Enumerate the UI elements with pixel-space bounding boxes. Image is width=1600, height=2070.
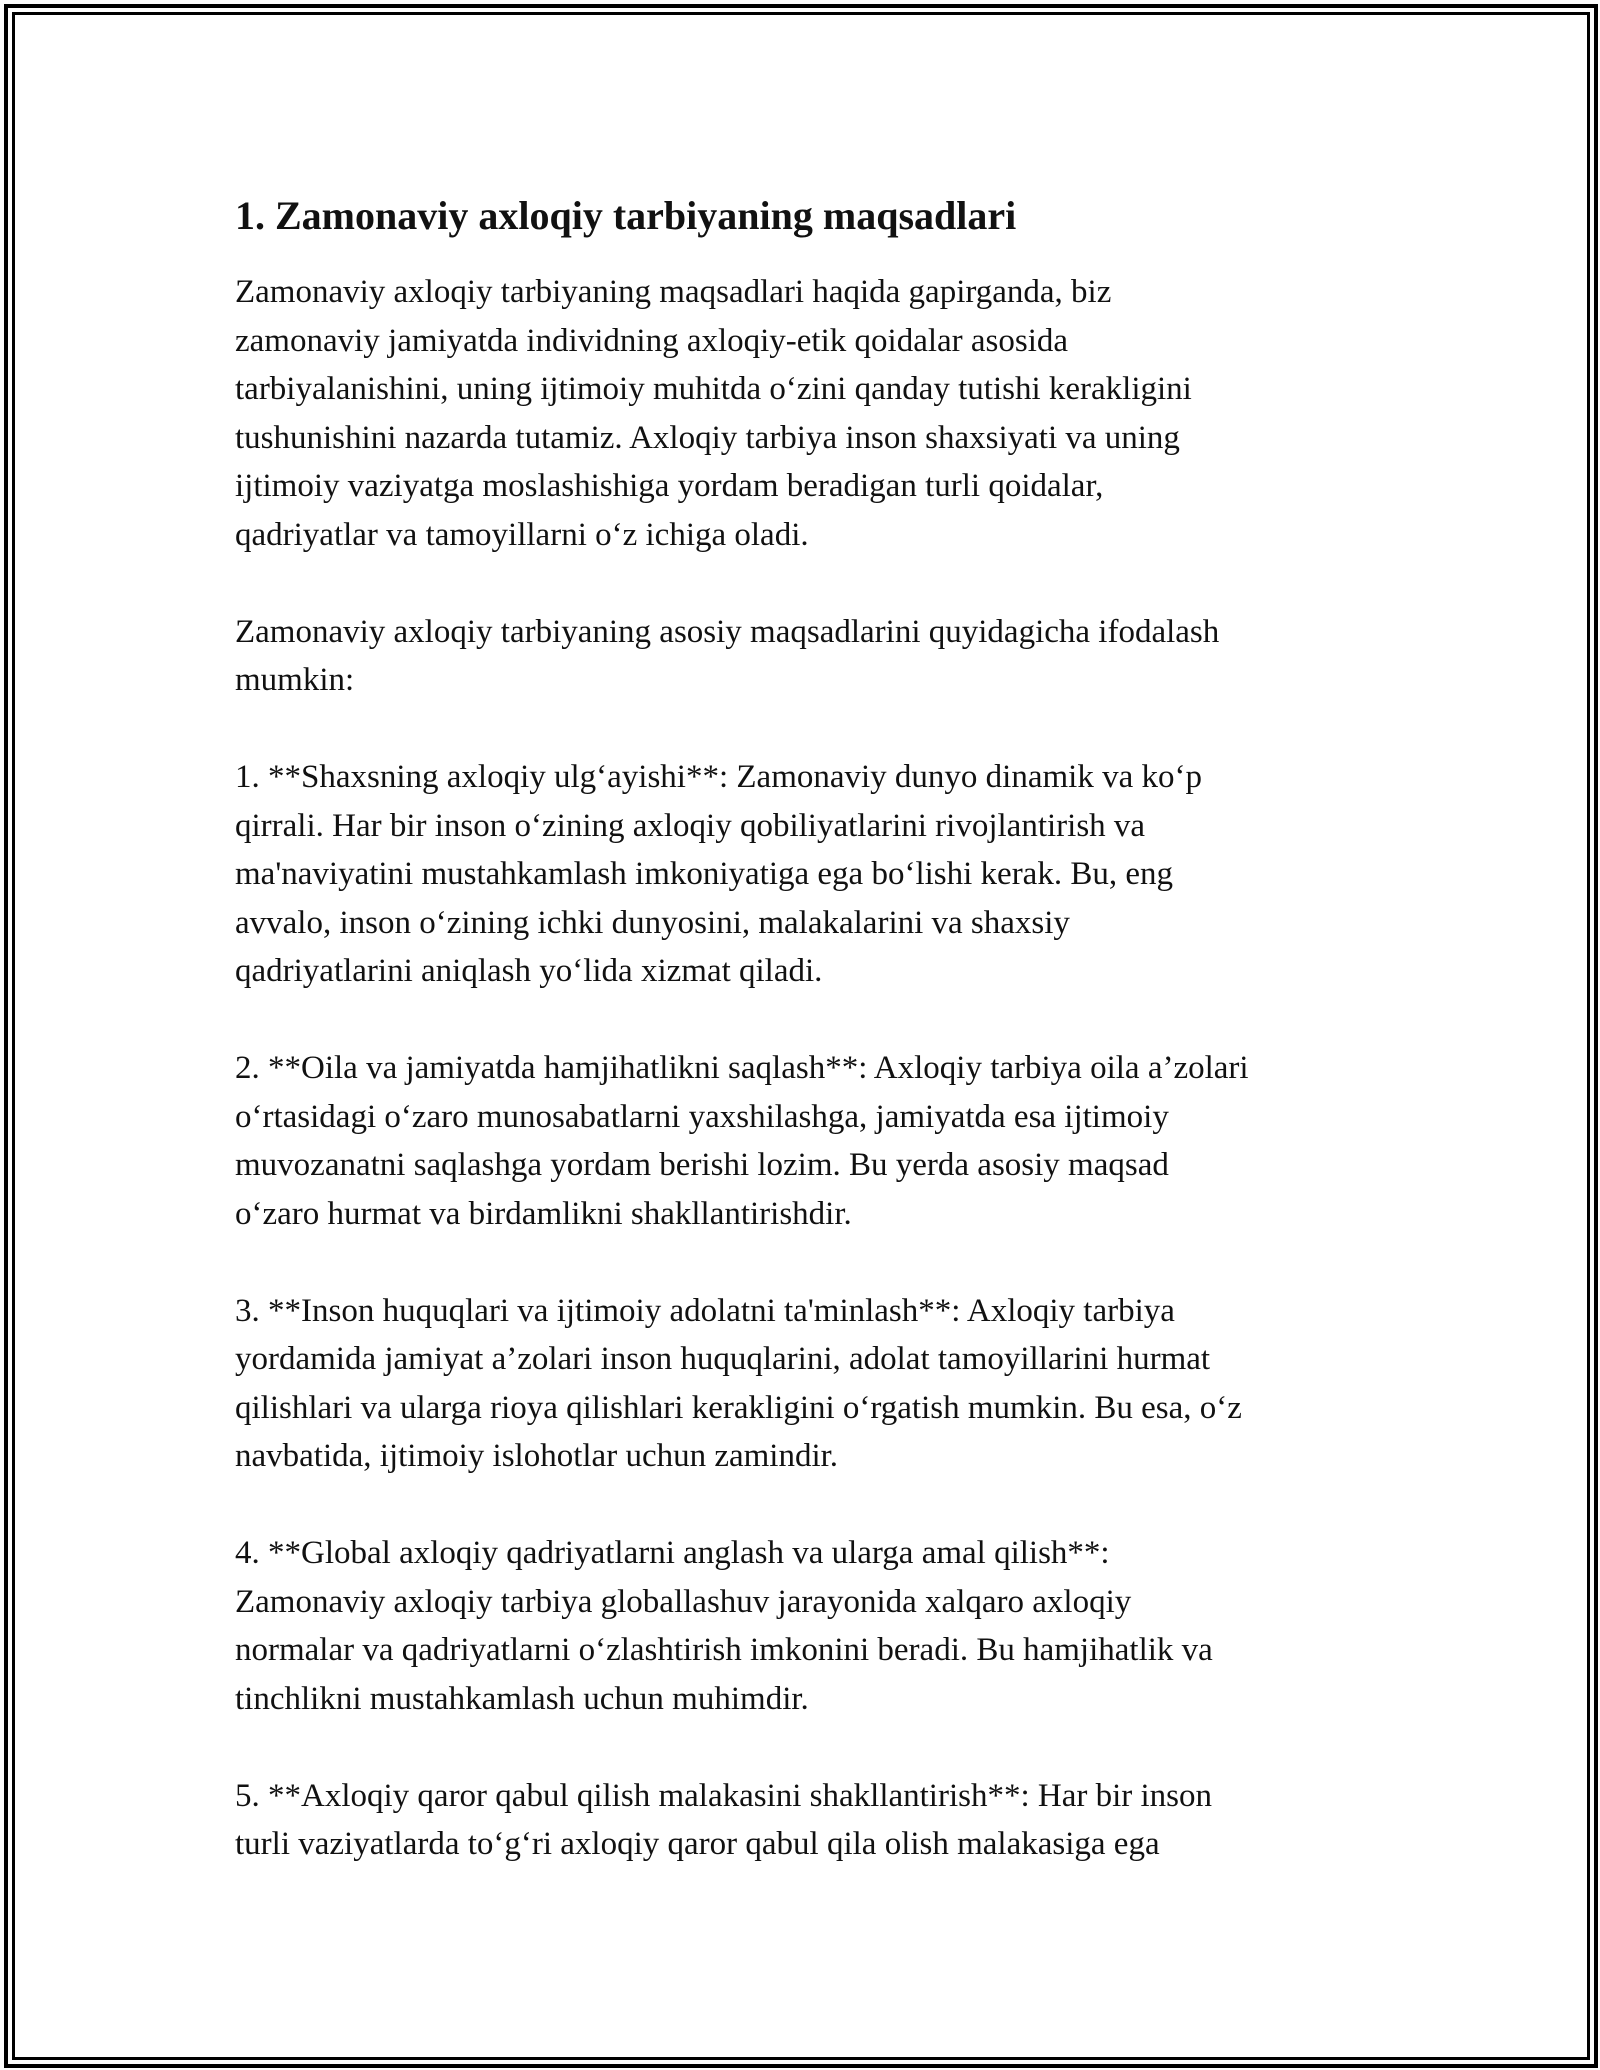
goals-lead-paragraph: Zamonaviy axloqiy tarbiyaning asosiy maqsadlarini quyidagicha ifodalash mumkin:	[235, 613, 1220, 698]
goal-item-4: 4. **Global axloqiy qadriyatlarni anglash va ularga amal qilish**: Zamonaviy axloqiy tarbiya globallashuv jarayonida xalqaro axloqiy normalar va qadriyatlarni o‘zlashtirish imkonini beradi. Bu hamjihatlik va tinchlikni mustahkamlash uchun muhimdir.	[235, 1535, 1213, 1717]
intro-paragraph: Zamonaviy axloqiy tarbiyaning maqsadlari haqida gapirganda, biz zamonaviy jamiyatda individning axloqiy-etik qoidalar asosida tarbiyalanishini, uning ijtimoiy muhitda o‘zini qanday tutishi kerakligini tushunishini nazarda tutamiz. Axloqiy tarbiya inson shaxsiyati va uning ijtimoiy vaziyatga moslashishiga yordam beradigan turli qoidalar, qadriyatlar va tamoyillarni o‘z ichiga oladi.	[235, 274, 1192, 553]
goal-item-2: 2. **Oila va jamiyatda hamjihatlikni saqlash**: Axloqiy tarbiya oila a’zolari o‘rtasidagi o‘zaro munosabatlarni yaxshilashga, jamiyatda esa ijtimoiy muvozanatni saqlashga yordam berishi lozim. Bu yerda asosiy maqsad o‘zaro hurmat va birdamlikni shakllantirishdir.	[235, 1050, 1249, 1232]
goal-item-3: 3. **Inson huquqlari va ijtimoiy adolatni ta'minlash**: Axloqiy tarbiya yordamida jamiyat a’zolari inson huquqlarini, adolat tamoyillarini hurmat qilishlari va ularga rioya qilishlari kerakligini o‘rgatish mumkin. Bu esa, o‘z navbatida, ijtimoiy islohotlar uchun zamindir.	[235, 1292, 1242, 1474]
goal-item-5: 5. **Axloqiy qaror qabul qilish malakasini shakllantirish**: Har bir inson turli vaziyatlarda to‘g‘ri axloqiy qaror qabul qila olish malakasiga ega	[235, 1777, 1213, 1862]
document-body	[235, 186, 1385, 1917]
section-title: 1. Zamonaviy axloqiy tarbiyaning maqsadlari	[235, 193, 1017, 238]
goal-item-1: 1. **Shaxsning axloqiy ulg‘ayishi**: Zamonaviy dunyo dinamik va ko‘p qirrali. Har bir inson o‘zining axloqiy qobiliyatlarini rivojlantirish va ma'naviyatini mustahkamlash imkoniyatiga ega bo‘lishi kerak. Bu, eng avvalo, inson o‘zining ichki dunyosini, malakalarini va shaxsiy qadriyatlarini aniqlash yo‘lida xizmat qiladi.	[235, 759, 1202, 989]
